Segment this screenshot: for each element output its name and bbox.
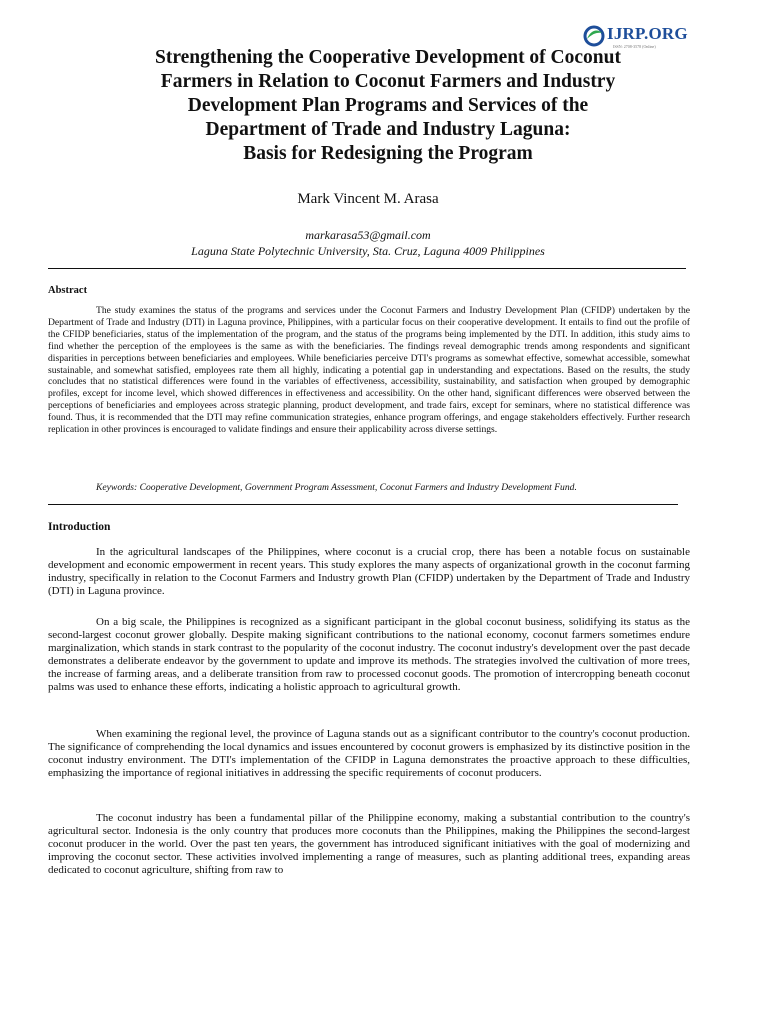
paper-title bbox=[48, 46, 728, 166]
author-affiliation: Laguna State Polytechnic University, Sta. Cruz, Laguna 4009 Philippines bbox=[191, 244, 545, 258]
title-line: Farmers in Relation to Coconut Farmers and Industry bbox=[160, 71, 616, 92]
author-name: Mark Vincent M. Arasa bbox=[297, 191, 439, 207]
keywords: Keywords: Cooperative Development, Government Program Assessment, Coconut Farmers and Industry Development Fund. bbox=[96, 482, 577, 493]
author-email[interactable]: markarasa53@gmail.com bbox=[305, 228, 431, 242]
title-line: Department of Trade and Industry Laguna: bbox=[205, 119, 571, 140]
intro-paragraph: When examining the regional level, the province of Laguna stands out as a significant contributor to the country's coconut production. The significance of comprehending the local dynamics and issues encountered by coconut growers is emphasized by its distinctive position in the coconut industry environment. The DTI's implementation of the CFIDP in Laguna demonstrates the proactive approach to these difficulties, emphasizing the importance of regional initiatives in addressing the specific requirements of coconut producers. bbox=[48, 728, 690, 780]
divider-bottom bbox=[48, 504, 678, 505]
divider-top bbox=[48, 268, 686, 269]
globe-leaf-icon bbox=[583, 25, 605, 47]
title-line: Strengthening the Cooperative Development of Coconut bbox=[155, 47, 621, 68]
intro-paragraph: In the agricultural landscapes of the Philippines, where coconut is a crucial crop, there has been a notable focus on sustainable development and economic empowerment in recent years. This study explores the many aspects of organizational growth in the coconut farming industry, specifically in relation to the Coconut Farmers and Industry growth Plan (CFIDP) undertaken by the Department of Trade and Industry (DTI) in Laguna province. bbox=[48, 546, 690, 598]
title-line: Basis for Redesigning the Program bbox=[243, 143, 533, 164]
journal-logo-subtext: ISSN: 2708-3578 (Online) bbox=[613, 44, 656, 49]
intro-paragraph: The coconut industry has been a fundamental pillar of the Philippine economy, making a substantial contribution to the country's agricultural sector. Indonesia is the only country that produces more coconuts than the Philippines, making the Philippines the second-largest coconut producer in the world. Over the past ten years, the government has introduced significant initiatives with the goal of modernizing and improving the coconut sector. These activities involved implementing a range of measures, such as planting additional trees, expanding areas dedicated to coconut agriculture, shifting from raw to bbox=[48, 812, 690, 877]
introduction-heading: Introduction bbox=[48, 521, 111, 533]
abstract-heading: Abstract bbox=[48, 285, 88, 296]
abstract-body: The study examines the status of the programs and services under the Coconut Farmers and Industry Development Plan (CFIDP) undertaken by the Department of Trade and Industry (DTI) in Laguna province, Philippines, with a particular focus on their cooperative development. It entails to find out the profile of the CFIDP beneficiaries, status of the implementation of the program, and the status of the programs being implemented by the DTI. In addition, ithis study aims to find whether the perception of the employees is the same as with the beneficiaries. The findings reveal demographic trends among respondents and significant disparities in perceptions between beneficiaries and employees. While beneficiaries perceive DTI's programs as somewhat effective, somewhat accessible, somewhat sustainable, and somewhat satisfied, employees rate them all highly, indicating a potential gap in understanding and expectations. Based on the results, the study concludes that no statistical differences were found in the variables of effectiveness, accessibility, sustainability, and satisfaction when grouped by demographic profiles, except for income level, which showed differences in effectiveness and accessibility. On the other hand, significant differences were observed between the perceptions of beneficiaries and employees across strategic planning, product development, and trade fairs, except for seminars, where no statistical difference was found. Thus, it is recommended that the DTI may refine communication strategies, enhance program offerings, and engage stakeholders effectively. Further research replication in other provinces is encouraged to validate findings and ensure their applicability across diverse settings. bbox=[48, 305, 690, 436]
journal-logo-text: IJRP.ORG bbox=[607, 24, 688, 43]
intro-paragraph: On a big scale, the Philippines is recognized as a significant participant in the global coconut business, solidifying its status as the second-largest coconut grower globally. Despite making significant contributions to the national economy, coconut farmers sometimes endure marginalization, which stands in stark contrast to the popularity of the coconut industry. The coconut industry's development over the past decade demonstrates a deliberate endeavor by the government to update and improve its methods. The strategies involved the cultivation of more trees, the increase of farming areas, and a deliberate transition from raw to processed coconut goods. The promotion of intercropping beneath coconut palms was used to enhance these efforts, indicating a holistic approach to agricultural growth. bbox=[48, 616, 690, 694]
title-line: Development Plan Programs and Services of the bbox=[187, 95, 589, 116]
